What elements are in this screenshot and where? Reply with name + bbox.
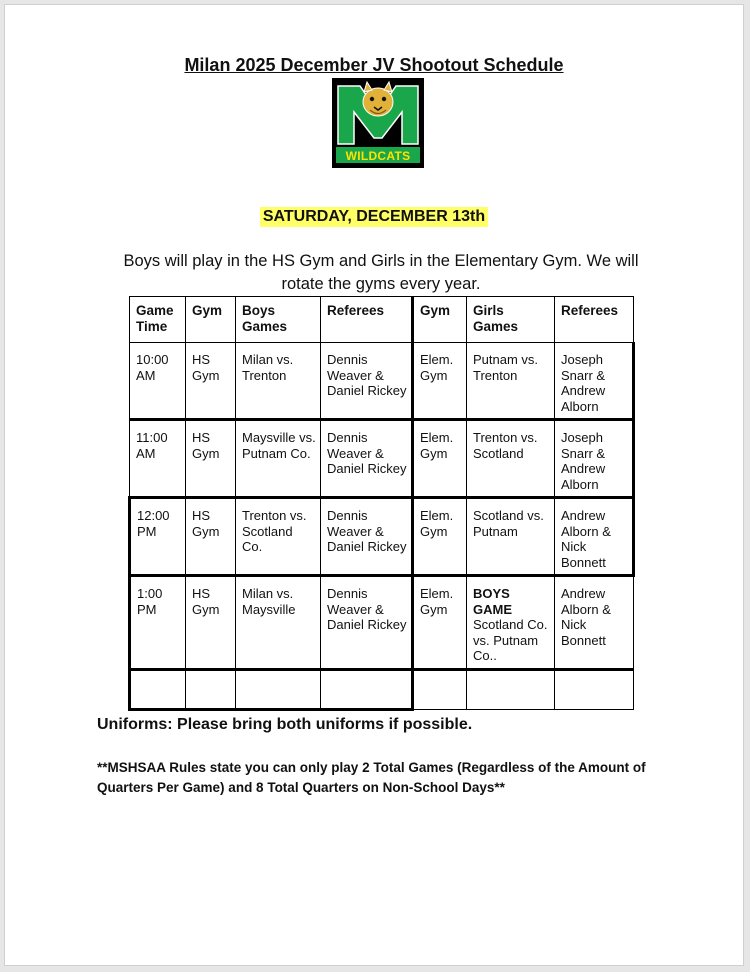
event-date: SATURDAY, DECEMBER 13th bbox=[260, 207, 488, 227]
cell-girls-game: Scotland vs. Putnam bbox=[467, 498, 555, 576]
cell-referees: Dennis Weaver & Daniel Rickey bbox=[321, 576, 413, 670]
cell-referees: Joseph Snarr & Andrew Alborn bbox=[555, 420, 634, 498]
uniforms-label: Uniforms: bbox=[97, 716, 173, 733]
table-row bbox=[130, 420, 634, 498]
cell-girls-game: Trenton vs. Scotland bbox=[467, 420, 555, 498]
cell-gym: Elem. Gym bbox=[413, 343, 467, 420]
cell-gym: Elem. Gym bbox=[413, 420, 467, 498]
empty-cell bbox=[413, 669, 467, 709]
cell-referees: Dennis Weaver & Daniel Rickey bbox=[321, 420, 413, 498]
table-row bbox=[130, 343, 634, 420]
cell-time: 10:00 AM bbox=[130, 343, 186, 420]
cell-referees: Dennis Weaver & Daniel Rickey bbox=[321, 498, 413, 576]
cell-gym: HS Gym bbox=[186, 576, 236, 670]
cell-gym: Elem. Gym bbox=[413, 498, 467, 576]
header-gym: Gym bbox=[186, 297, 236, 343]
girls-game-text: Scotland Co. vs. Putnam Co.. bbox=[473, 617, 548, 663]
cell-boys-game: Trenton vs. Scotland Co. bbox=[236, 498, 321, 576]
page-title: Milan 2025 December JV Shootout Schedule bbox=[184, 55, 564, 75]
uniforms-text: Please bring both uniforms if possible. bbox=[177, 716, 473, 733]
cell-referees: Andrew Alborn & Nick Bonnett bbox=[555, 498, 634, 576]
date-heading-wrap bbox=[5, 207, 743, 227]
uniforms-note bbox=[97, 716, 472, 734]
cell-gym: HS Gym bbox=[186, 498, 236, 576]
header-game-time: Game Time bbox=[130, 297, 186, 343]
cell-boys-game: Milan vs. Trenton bbox=[236, 343, 321, 420]
header-referees: Referees bbox=[321, 297, 413, 343]
table-row-empty bbox=[130, 669, 634, 709]
cell-gym: Elem. Gym bbox=[413, 576, 467, 670]
empty-cell bbox=[236, 669, 321, 709]
table-row bbox=[130, 498, 634, 576]
cell-girls-game: Putnam vs. Trenton bbox=[467, 343, 555, 420]
empty-cell bbox=[321, 669, 413, 709]
header-gym: Gym bbox=[413, 297, 467, 343]
cell-girls-game bbox=[467, 576, 555, 670]
header-girls-games: Girls Games bbox=[467, 297, 555, 343]
cell-boys-game: Milan vs. Maysville bbox=[236, 576, 321, 670]
mshsaa-rules-note: **MSHSAA Rules state you can only play 2 Total Games (Regardless of the Amount of Quarters Per Game) and 8 Total Quarters on Non-School Days** bbox=[97, 760, 646, 795]
empty-cell bbox=[130, 669, 186, 709]
boys-game-label: BOYS GAME bbox=[473, 586, 512, 617]
gym-intro-text: Boys will play in the HS Gym and Girls in the Elementary Gym. We will rotate the gyms every year. bbox=[123, 252, 639, 293]
cell-gym: HS Gym bbox=[186, 420, 236, 498]
empty-cell bbox=[186, 669, 236, 709]
header-referees: Referees bbox=[555, 297, 634, 343]
wildcats-logo bbox=[332, 78, 424, 168]
empty-cell bbox=[555, 669, 634, 709]
schedule-table bbox=[128, 296, 635, 711]
logo-text: WILDCATS bbox=[345, 149, 411, 163]
cell-time: 1:00 PM bbox=[130, 576, 186, 670]
document-page bbox=[4, 4, 744, 966]
cell-gym: HS Gym bbox=[186, 343, 236, 420]
cell-boys-game: Maysville vs. Putnam Co. bbox=[236, 420, 321, 498]
empty-cell bbox=[467, 669, 555, 709]
table-header-row bbox=[130, 297, 634, 343]
table-row bbox=[130, 576, 634, 670]
cell-referees: Andrew Alborn & Nick Bonnett bbox=[555, 576, 634, 670]
cell-referees: Joseph Snarr & Andrew Alborn bbox=[555, 343, 634, 420]
cell-time: 11:00 AM bbox=[130, 420, 186, 498]
cell-time: 12:00 PM bbox=[130, 498, 186, 576]
header-boys-games: Boys Games bbox=[236, 297, 321, 343]
cell-referees: Dennis Weaver & Daniel Rickey bbox=[321, 343, 413, 420]
